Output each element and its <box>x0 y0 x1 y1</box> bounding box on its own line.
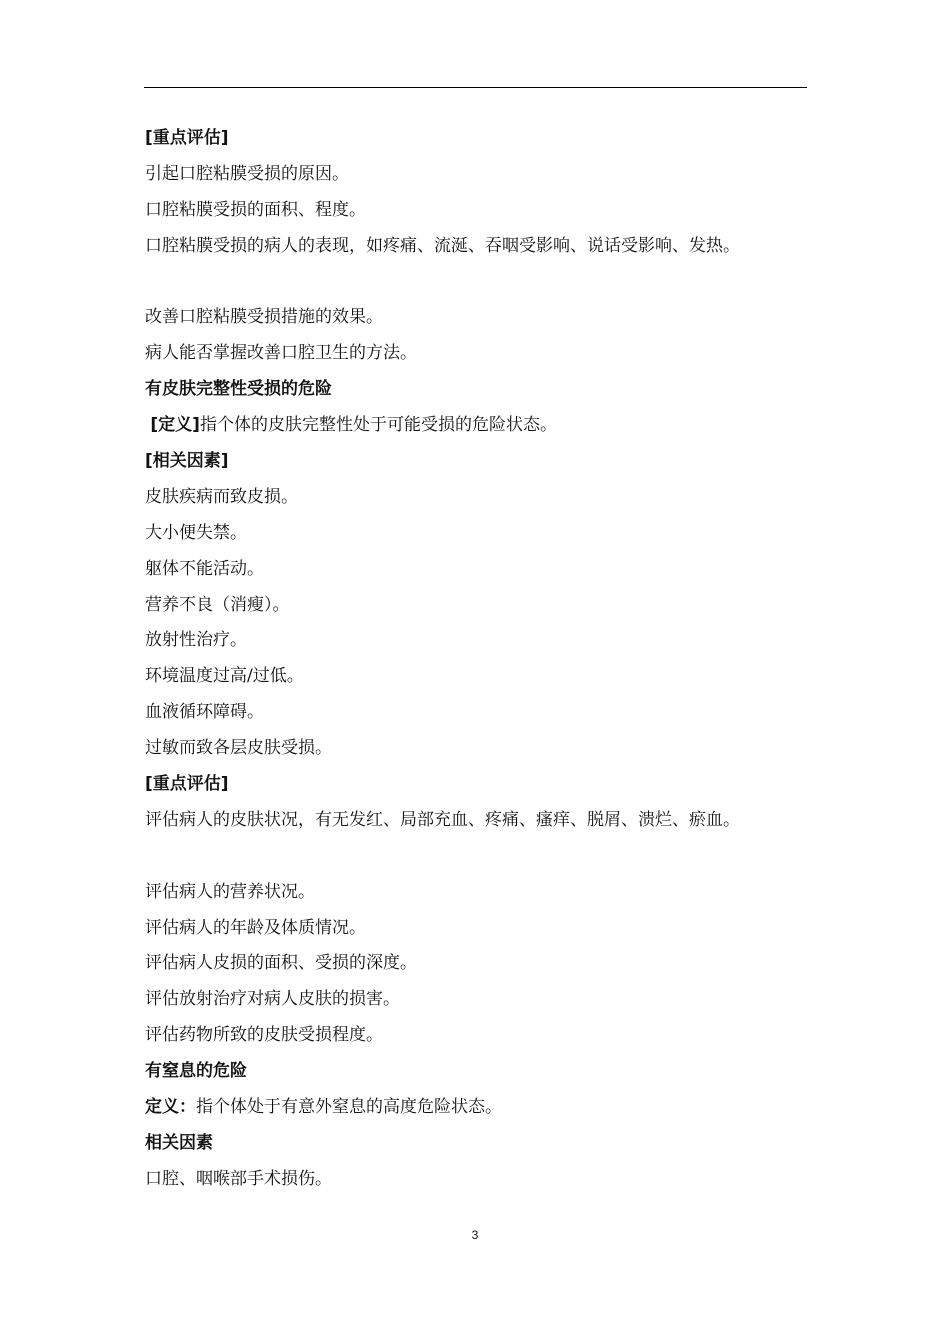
definition <box>145 1090 845 1126</box>
paragraph: 过敏而致各层皮肤受损。 <box>145 738 332 759</box>
blank-line <box>145 839 845 875</box>
paragraph: 口腔、咽喉部手术损伤。 <box>145 1168 332 1189</box>
section-heading: [重点评估] <box>145 774 229 795</box>
paragraph: 血液循环障碍。 <box>145 702 264 723</box>
paragraph: 评估病人皮损的面积、受损的深度。 <box>145 953 417 974</box>
page-content <box>145 121 845 1198</box>
paragraph: 引起口腔粘膜受损的原因。 <box>145 163 349 184</box>
paragraph: 评估病人的皮肤状况，有无发红、局部充血、疼痛、瘙痒、脱屑、溃烂、瘀血。 <box>145 809 740 830</box>
section-heading: [相关因素] <box>145 451 229 472</box>
paragraph: 皮肤疾病而致皮损。 <box>145 486 298 507</box>
paragraph: 躯体不能活动。 <box>145 558 264 579</box>
section-heading: 相关因素 <box>145 1132 213 1153</box>
paragraph: 评估放射治疗对病人皮肤的损害。 <box>145 989 400 1010</box>
blank-line <box>145 265 845 301</box>
paragraph: 口腔粘膜受损的病人的表现，如疼痛、流涎、吞咽受影响、说话受影响、发热。 <box>145 235 740 256</box>
paragraph: 评估病人的营养状况。 <box>145 881 315 902</box>
paragraph: 评估药物所致的皮肤受损程度。 <box>145 1025 383 1046</box>
paragraph: 病人能否掌握改善口腔卫生的方法。 <box>145 343 417 364</box>
definition <box>145 408 845 444</box>
paragraph: 大小便失禁。 <box>145 522 247 543</box>
page-number: 3 <box>471 1228 479 1242</box>
paragraph: 营养不良（消瘦）。 <box>145 594 290 615</box>
paragraph: 环境温度过高/过低。 <box>145 666 304 687</box>
paragraph: 放射性治疗。 <box>145 630 247 651</box>
section-title: 有窒息的危险 <box>145 1061 247 1082</box>
definition-label: [定义] <box>150 415 200 436</box>
header-rule <box>144 87 807 88</box>
section-heading: [重点评估] <box>145 128 229 148</box>
section-title: 有皮肤完整性受损的危险 <box>145 379 332 400</box>
paragraph: 评估病人的年龄及体质情况。 <box>145 917 366 938</box>
paragraph: 改善口腔粘膜受损措施的效果。 <box>145 307 383 328</box>
definition-text: 指个体处于有意外窒息的高度危险状态。 <box>196 1097 502 1118</box>
paragraph: 口腔粘膜受损的面积、程度。 <box>145 199 366 220</box>
definition-label: 定义： <box>145 1097 196 1118</box>
definition-text: 指个体的皮肤完整性处于可能受损的危险状态。 <box>199 415 557 436</box>
